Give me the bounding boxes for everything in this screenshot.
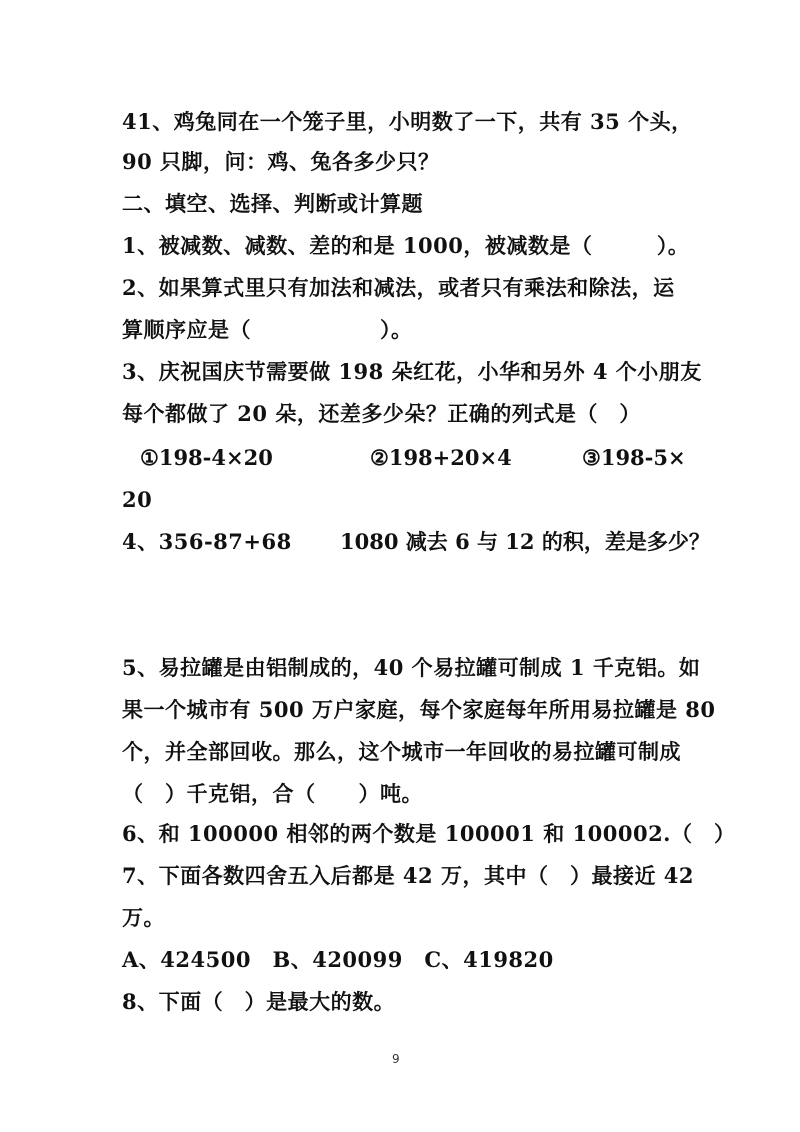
q2-line2: 算顺序应是（ ）。 <box>122 317 413 342</box>
q3-line2: 每个都做了 20 朵，还差多少朵？正确的列式是（ ） <box>122 401 641 426</box>
section-title: 二、填空、选择、判断或计算题 <box>122 191 423 216</box>
q7-line1: 7、下面各数四舍五入后都是 42 万，其中（ ）最接近 42 <box>122 863 694 888</box>
q3-option-1: ①198-4×20 <box>140 445 273 470</box>
q6-text: 6、和 100000 相邻的两个数是 100001 和 100002.（ ） <box>122 821 736 846</box>
q4-left: 4、356-87+68 <box>122 529 292 554</box>
q7-line2: 万。 <box>122 905 165 930</box>
q3-option-3-cont: 20 <box>122 487 153 512</box>
q5-line4: （ ）千克铝，合（ ）吨。 <box>122 781 423 806</box>
q3-option-3: ③198-5× <box>582 445 686 470</box>
q5-line3: 个，并全部回收。那么，这个城市一年回收的易拉罐可制成 <box>122 739 681 764</box>
q5-line1: 5、易拉罐是由铝制成的，40 个易拉罐可制成 1 千克铝。如 <box>122 655 701 680</box>
q41-line1: 41、鸡兔同在一个笼子里，小明数了一下，共有 35 个头， <box>122 109 693 134</box>
q2-line1: 2、如果算式里只有加法和减法，或者只有乘法和除法，运 <box>122 275 675 300</box>
q1-text: 1、被减数、减数、差的和是 1000，被减数是（ ）。 <box>122 233 690 258</box>
q7-options: A、424500 B、420099 C、419820 <box>122 947 554 972</box>
q4-right: 1080 减去 6 与 12 的积，差是多少？ <box>340 529 710 554</box>
q3-option-2: ②198+20×4 <box>370 445 512 470</box>
q5-line2: 果一个城市有 500 万户家庭，每个家庭每年所用易拉罐是 80 <box>122 697 716 722</box>
q41-line2: 90 只脚，问：鸡、兔各多少只？ <box>122 149 440 174</box>
q8-text: 8、下面（ ）是最大的数。 <box>122 989 396 1014</box>
q3-line1: 3、庆祝国庆节需要做 198 朵红花，小华和另外 4 个小朋友 <box>122 359 702 384</box>
page-number: 9 <box>392 1052 400 1066</box>
